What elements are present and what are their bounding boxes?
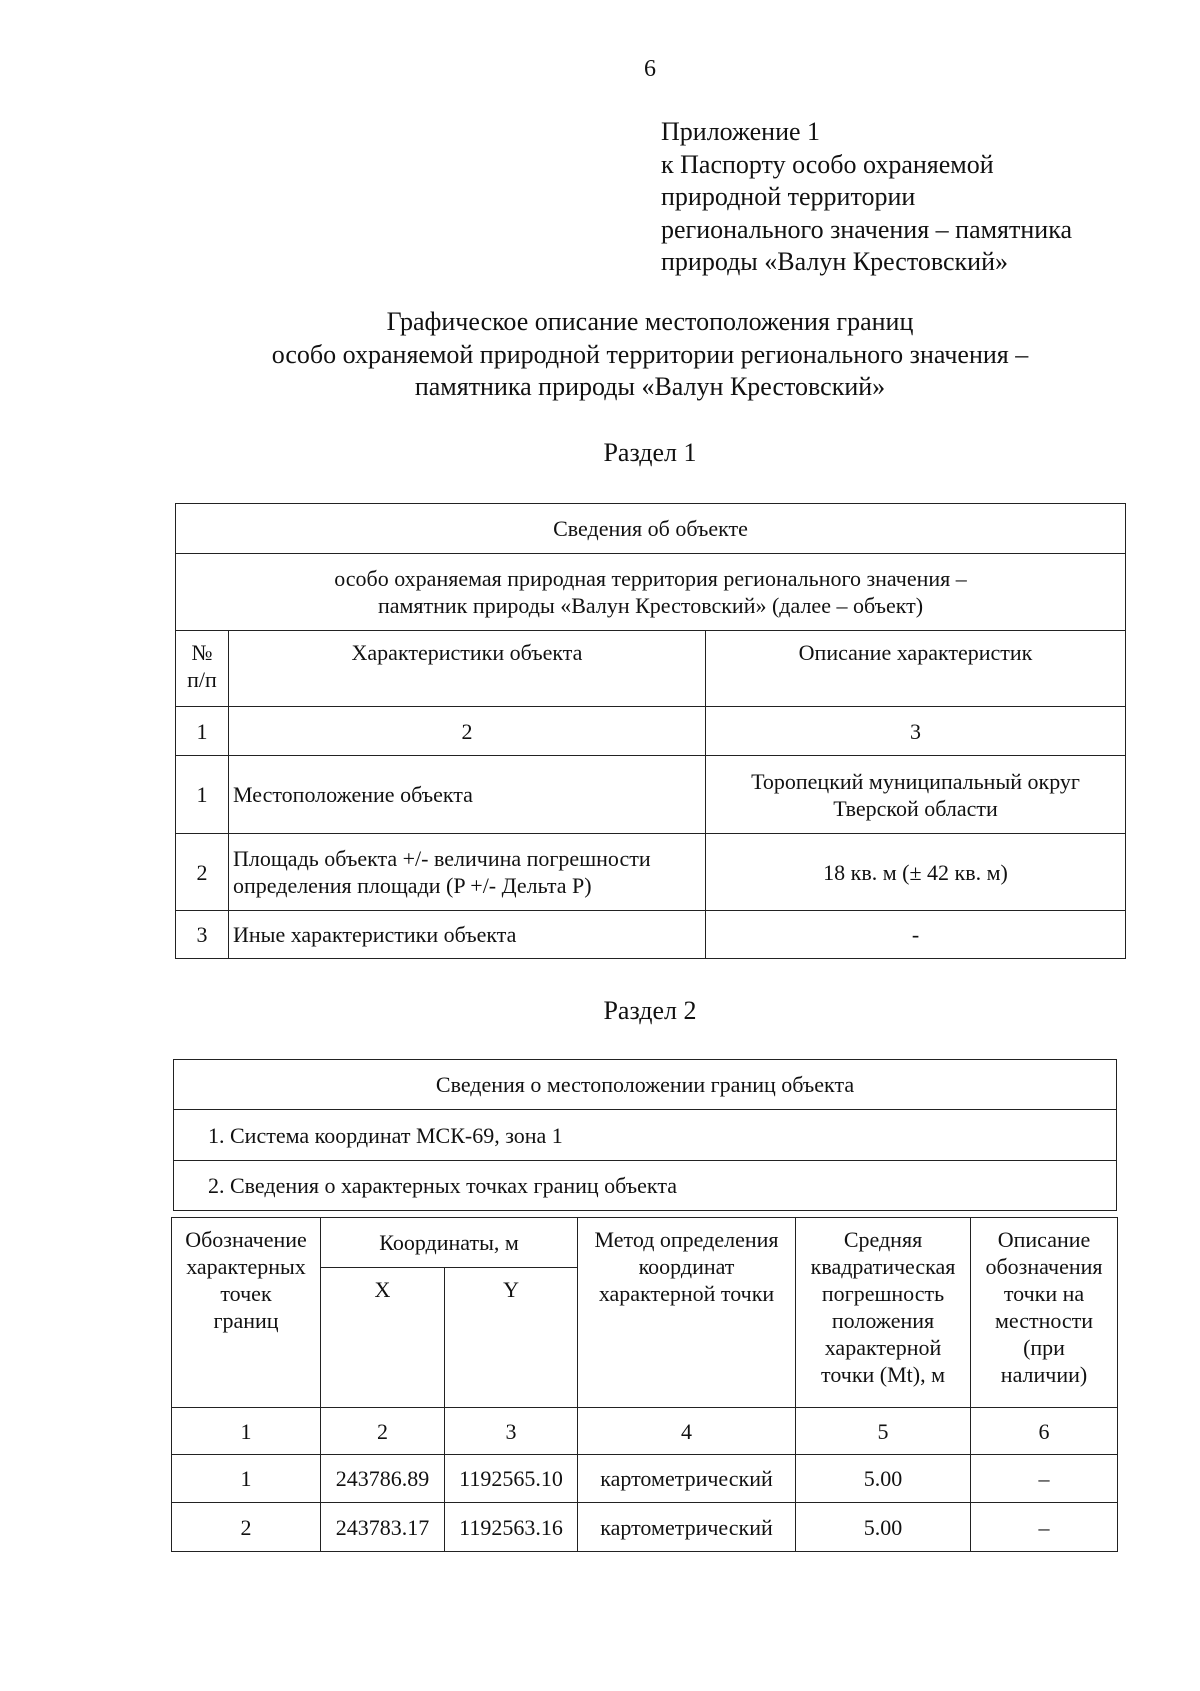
header-characteristic: Характеристики объекта — [229, 631, 706, 707]
header-y: Y — [445, 1268, 578, 1408]
row-description: - — [706, 911, 1126, 959]
object-info-title: Сведения об объекте — [176, 504, 1126, 554]
header-x: X — [321, 1268, 445, 1408]
header-line: обозначения — [985, 1254, 1103, 1279]
appendix-line: к Паспорту особо охраняемой — [661, 149, 994, 179]
points-title: 2. Сведения о характерных точках границ объекта — [174, 1161, 1117, 1211]
header-line: точек — [220, 1281, 272, 1306]
header-line: Средняя — [843, 1227, 923, 1252]
header-line: Метод определения — [594, 1227, 779, 1252]
boundary-info-table — [173, 1059, 1117, 1211]
row-characteristic: Иные характеристики объекта — [229, 911, 706, 959]
header-line: характерной точки — [598, 1281, 775, 1306]
section-2-heading: Раздел 2 — [603, 996, 697, 1025]
header-line: (при — [1023, 1335, 1065, 1360]
row-characteristic — [229, 834, 706, 911]
point-id: 1 — [172, 1455, 321, 1503]
object-name-line: памятник природы «Валун Крестовский» (далее – объект) — [377, 593, 924, 618]
characteristic-line: определения площади (P +/- Дельта P) — [233, 873, 592, 898]
col-number: 3 — [706, 707, 1126, 756]
point-error: 5.00 — [796, 1455, 971, 1503]
header-description: Описание характеристик — [706, 631, 1126, 707]
appendix-line: природной территории — [661, 182, 916, 211]
appendix-note — [661, 116, 1072, 279]
row-description — [706, 756, 1126, 834]
header-line: характерных — [186, 1254, 306, 1279]
header-method — [578, 1218, 796, 1408]
header-line: точки на — [1003, 1281, 1085, 1306]
header-line: точки (Mt), м — [821, 1362, 946, 1387]
col-number: 1 — [176, 707, 229, 756]
header-num — [176, 631, 229, 707]
header-line: погрешность — [821, 1281, 945, 1306]
point-description: – — [971, 1455, 1118, 1503]
point-id: 2 — [172, 1503, 321, 1552]
col-number: 6 — [971, 1408, 1118, 1455]
header-line: координат — [638, 1254, 735, 1279]
point-method: картометрический — [578, 1503, 796, 1552]
appendix-line: регионального значения – памятника — [661, 214, 1072, 244]
point-x: 243786.89 — [321, 1455, 445, 1503]
object-name-line: особо охраняемая природная территория регионального значения – — [334, 566, 967, 591]
row-num: 2 — [176, 834, 229, 911]
coordinate-system: 1. Система координат МСК-69, зона 1 — [174, 1110, 1117, 1161]
header-designation — [172, 1218, 321, 1408]
point-y: 1192565.10 — [445, 1455, 578, 1503]
col-number: 4 — [578, 1408, 796, 1455]
header-line: положения — [831, 1308, 935, 1333]
point-method: картометрический — [578, 1455, 796, 1503]
col-number: 2 — [229, 707, 706, 756]
title-line: особо охраняемой природной территории регионального значения – — [271, 339, 1029, 369]
description-line: Торопецкий муниципальный округ — [751, 768, 1080, 794]
row-description: 18 кв. м (± 42 кв. м) — [706, 834, 1126, 911]
object-name-cell — [176, 554, 1126, 631]
point-description: – — [971, 1503, 1118, 1552]
header-line: Описание — [997, 1227, 1091, 1252]
row-characteristic: Местоположение объекта — [229, 756, 706, 834]
header-line: местности — [994, 1308, 1094, 1333]
header-num-line: № — [191, 640, 213, 665]
row-num: 3 — [176, 911, 229, 959]
header-num-line: п/п — [187, 667, 217, 692]
header-line: квадратическая — [810, 1254, 956, 1279]
points-table — [171, 1217, 1118, 1552]
point-y: 1192563.16 — [445, 1503, 578, 1552]
header-coordinates: Координаты, м — [321, 1218, 578, 1268]
point-x: 243783.17 — [321, 1503, 445, 1552]
appendix-line: природы «Валун Крестовский» — [661, 247, 1008, 276]
title-line: памятника природы «Валун Крестовский» — [414, 372, 886, 401]
header-line: Обозначение — [185, 1227, 307, 1252]
document-title — [60, 306, 1200, 404]
row-num: 1 — [176, 756, 229, 834]
appendix-line: Приложение 1 — [661, 117, 821, 146]
header-line: характерной — [824, 1335, 942, 1360]
col-number: 5 — [796, 1408, 971, 1455]
section-1-heading: Раздел 1 — [603, 438, 697, 467]
header-line: границ — [213, 1308, 279, 1333]
col-number: 1 — [172, 1408, 321, 1455]
col-number: 2 — [321, 1408, 445, 1455]
header-error — [796, 1218, 971, 1408]
header-line: наличии) — [1000, 1362, 1088, 1387]
point-error: 5.00 — [796, 1503, 971, 1552]
object-info-table — [175, 503, 1126, 959]
description-line: Тверской области — [833, 795, 998, 821]
col-number: 3 — [445, 1408, 578, 1455]
characteristic-line: Площадь объекта +/- величина погрешности — [233, 846, 651, 871]
page-number: 6 — [644, 56, 656, 82]
title-line: Графическое описание местоположения границ — [386, 307, 914, 336]
header-description — [971, 1218, 1118, 1408]
boundary-info-title: Сведения о местоположении границ объекта — [174, 1060, 1117, 1110]
